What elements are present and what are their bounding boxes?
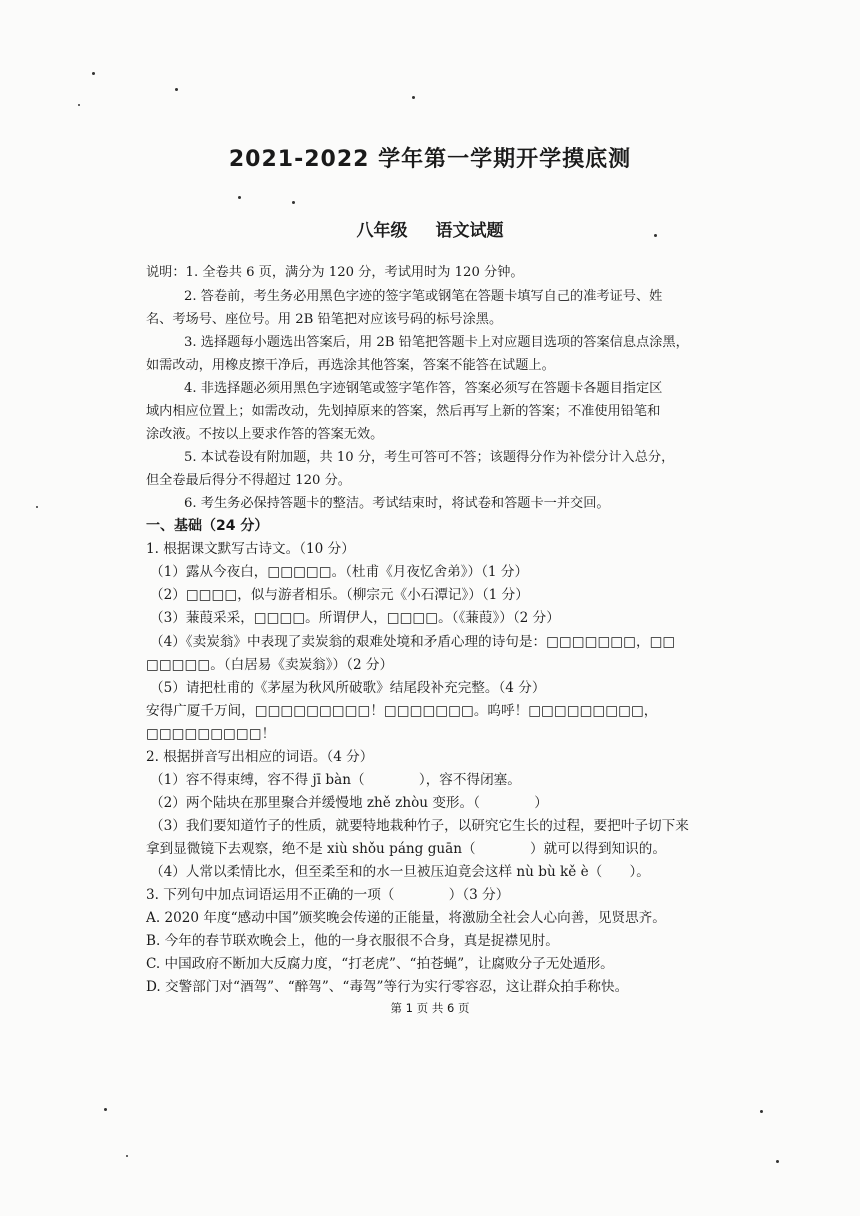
scan-speck bbox=[776, 1160, 779, 1163]
scan-speck bbox=[238, 196, 241, 199]
scan-speck bbox=[104, 1108, 107, 1111]
question-line: D. 交警部门对“酒驾”、“醉驾”、“毒驾”等行为实行零容忍，这让群众拍手称快。 bbox=[146, 979, 629, 995]
instruction-line: 2. 答卷前，考生务必用黑色字迹的签字笔或钢笔在答题卡填写自己的准考证号、姓 bbox=[184, 289, 663, 304]
question-line: （1）容不得束缚，容不得 jī bàn（ ），容不得闭塞。 bbox=[150, 772, 521, 788]
instruction-line: 如需改动，用橡皮擦干净后，再选涂其他答案，答案不能答在试题上。 bbox=[146, 358, 555, 373]
exam-subtitle bbox=[0, 216, 860, 241]
scan-speck bbox=[175, 88, 178, 91]
question-line: （2）□□□□，似与游者相乐。（柳宗元《小石潭记》）（1 分） bbox=[150, 587, 529, 603]
scan-speck bbox=[78, 104, 80, 106]
question-line: 拿到显微镜下去观察，绝不是 xiù shǒu páng guān（ ）就可以得到知识的。 bbox=[146, 841, 666, 857]
section-heading: 一、基础（24 分） bbox=[146, 518, 269, 534]
question-line: （3）蒹葭采采，□□□□。所谓伊人，□□□□。（《蒹葭》）（2 分） bbox=[150, 610, 560, 626]
instruction-line: 3. 选择题每小题选出答案后，用 2B 铅笔把答题卡上对应题目选项的答案信息点涂黑， bbox=[184, 335, 689, 350]
instruction-line: 4. 非选择题必须用黑色字迹钢笔或签字笔作答，答案必须写在答题卡各题目指定区 bbox=[184, 381, 663, 396]
question-line: （4）《卖炭翁》中表现了卖炭翁的艰难处境和矛盾心理的诗句是：□□□□□□□，□□ bbox=[150, 634, 676, 650]
scan-speck bbox=[92, 72, 95, 75]
instruction-line: 名、考场号、座位号。用 2B 铅笔把对应该号码的标号涂黑。 bbox=[146, 312, 503, 327]
instruction-line: 涂改液。不按以上要求作答的答案无效。 bbox=[146, 427, 384, 442]
question-line: （3）我们要知道竹子的性质，就要特地栽种竹子，以研究它生长的过程，要把叶子切下来 bbox=[150, 818, 689, 834]
instruction-line: 5. 本试卷设有附加题，共 10 分，考生可答可不答；该题得分作为补偿分计入总分， bbox=[184, 450, 675, 465]
question-line: □□□□□□□□□！ bbox=[146, 726, 276, 742]
question-line: （5）请把杜甫的《茅屋为秋风所破歌》结尾段补充完整。（4 分） bbox=[150, 680, 546, 696]
scan-speck bbox=[412, 96, 415, 99]
question-line: C. 中国政府不断加大反腐力度，“打老虎”、“拍苍蝇”，让腐败分子无处遁形。 bbox=[146, 956, 614, 972]
question-line: （1）露从今夜白，□□□□□。（杜甫《月夜忆舍弟》）（1 分） bbox=[150, 564, 529, 580]
question-line: □□□□□。（白居易《卖炭翁》）（2 分） bbox=[146, 657, 394, 673]
scan-speck bbox=[126, 1155, 128, 1157]
question-line: 安得广厦千万间，□□□□□□□□□！□□□□□□□。呜呼！□□□□□□□□□， bbox=[146, 703, 658, 719]
question-line: 3. 下列句中加点词语运用不正确的一项（ ）（3 分） bbox=[146, 887, 510, 903]
scan-speck bbox=[760, 1110, 763, 1113]
question-line: （4）人常以柔情比水，但至柔至和的水一旦被压迫竟会这样 nù bù kě è（ ）。 bbox=[150, 864, 650, 880]
grade-label: 八年级 bbox=[356, 221, 408, 241]
question-line: 1. 根据课文默写古诗文。（10 分） bbox=[146, 541, 355, 557]
instruction-line: 域内相应位置上；如需改动，先划掉原来的答案，然后再写上新的答案；不准使用铅笔和 bbox=[146, 404, 661, 419]
question-line: 2. 根据拼音写出相应的词语。（4 分） bbox=[146, 749, 374, 765]
question-line: A. 2020 年度“感动中国”颁奖晚会传递的正能量，将激励全社会人心向善，见贤思齐。 bbox=[146, 910, 666, 926]
instruction-line: 说明：1. 全卷共 6 页，满分为 120 分，考试用时为 120 分钟。 bbox=[146, 265, 524, 280]
instruction-line: 但全卷最后得分不得超过 120 分。 bbox=[146, 473, 351, 488]
page-footer: 第 1 页 共 6 页 bbox=[390, 1001, 470, 1015]
question-line: B. 今年的春节联欢晚会上，他的一身衣服很不合身，真是捉襟见肘。 bbox=[146, 933, 559, 949]
subject-label: 语文试题 bbox=[435, 221, 504, 241]
question-line: （2）两个陆块在那里聚合并缓慢地 zhě zhòu 变形。（ ） bbox=[150, 795, 548, 811]
exam-title: 2021-2022 学年第一学期开学摸底测 bbox=[228, 147, 632, 172]
instruction-line: 6. 考生务必保持答题卡的整洁。考试结束时，将试卷和答题卡一并交回。 bbox=[184, 496, 610, 511]
scan-speck bbox=[36, 506, 38, 508]
scan-speck bbox=[292, 201, 295, 204]
scan-speck bbox=[654, 234, 657, 237]
